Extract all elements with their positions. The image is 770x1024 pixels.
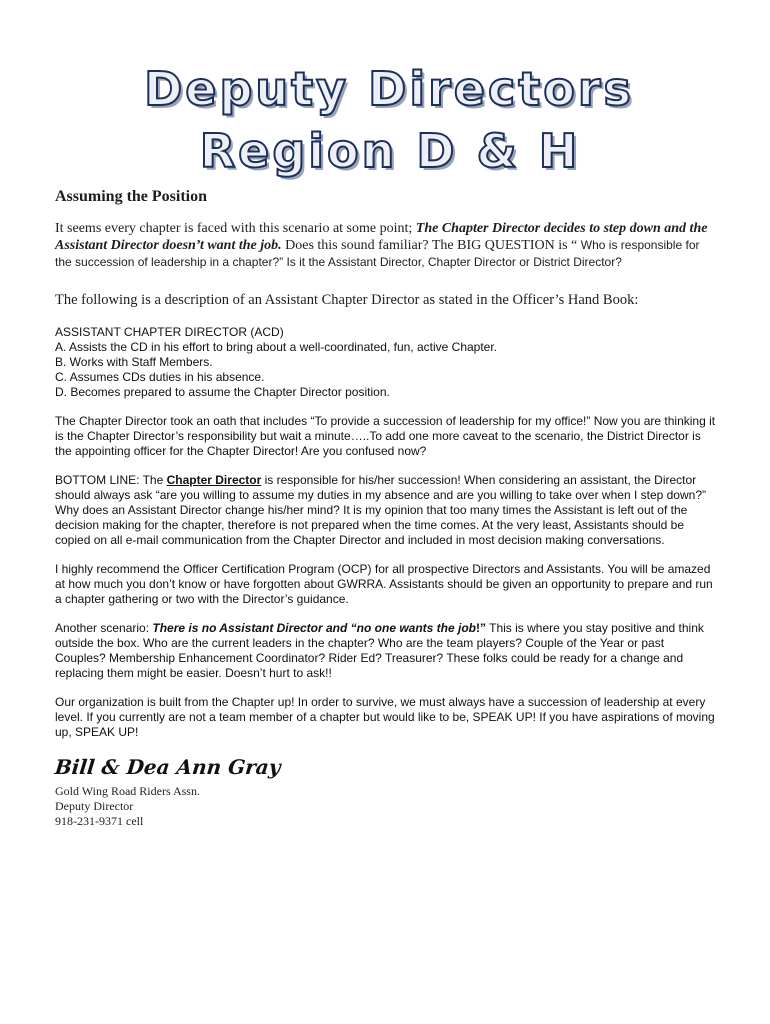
scenario-exclaim: !” xyxy=(476,621,486,635)
signature-block xyxy=(55,754,717,829)
ocp-paragraph: I highly recommend the Officer Certification Program (OCP) for all prospective Directors and Assistants. You will be amazed at how much you don’t know or have forgotten about GWRRA. Assistants should be given an opportunity to prepare and run a chapter gathering or two with the Director’s guidance. xyxy=(55,562,713,606)
bottom-line-prefix: BOTTOM LINE: The xyxy=(55,473,167,487)
handbook-description: The following is a description of an Assistant Chapter Director as stated in the Officer’s Hand Book: xyxy=(55,292,639,308)
intro-start: It seems every chapter is faced with this scenario at some point; xyxy=(55,221,416,236)
bottom-line-rest: is responsible for his/her succession! When considering an assistant, the Director should always ask “are you willing to assume my duties in my absence and are you willing to take over when I step down?” Why does an Assistant Director change his/her mind? It is my opinion that too many times the Assistant is left out of the decision making for the chapter, therefore is not prepared when the time comes. At the very least, Assistants should be copied on all e-mail communication from the Chapter Director and included in most decision making conversations. xyxy=(55,473,706,547)
list-item: D. Becomes prepared to assume the Chapter Director position. xyxy=(55,385,390,399)
bottom-line-paragraph xyxy=(55,473,717,548)
chapter-director-underlined: Chapter Director xyxy=(166,473,262,487)
list-item: B. Works with Staff Members. xyxy=(55,355,213,369)
article-body xyxy=(55,186,717,829)
scenario-paragraph xyxy=(55,621,717,681)
intro-mid: Does this sound familiar? The BIG QUESTION is “ xyxy=(281,238,581,253)
section-heading: Assuming the Position xyxy=(55,188,208,205)
banner-title xyxy=(0,58,770,182)
list-item: C. Assumes CDs duties in his absence. xyxy=(55,370,265,384)
scenario-prefix: Another scenario: xyxy=(55,621,153,635)
signature-title: Deputy Director xyxy=(55,799,134,813)
intro-paragraph xyxy=(55,220,717,271)
closing-paragraph: Our organization is built from the Chapter up! In order to survive, we must always have a succession of leadership at every level. If you currently are not a team member of a chapter but would like to be, SPEAK UP! If you have aspirations of moving up, SPEAK UP! xyxy=(55,695,715,739)
oath-paragraph: The Chapter Director took an oath that includes “To provide a succession of leadership for my office!” Now you are thinking it is the Chapter Director’s responsibility but wait a minute…..To add one more caveat to the scenario, the District Director is the appointing officer for the Chapter Director! Are you confused now? xyxy=(55,414,716,458)
intro-question: Who is responsible for the succession of leadership in a chapter?” Is it the Assistant Director, Chapter Director or District Director? xyxy=(55,238,700,269)
banner-line-2: Region D & H xyxy=(199,124,581,178)
scenario-emphasis: There is no Assistant Director and “no one wants the job xyxy=(152,621,476,635)
banner-line-1: Deputy Directors xyxy=(144,62,634,116)
signature-name: Bill & Dea Ann Gray xyxy=(53,755,282,779)
list-item: A. Assists the CD in his effort to bring about a well-coordinated, fun, active Chapter. xyxy=(55,340,498,354)
signature-org: Gold Wing Road Riders Assn. xyxy=(55,784,200,798)
acd-list xyxy=(55,325,717,400)
signature-phone: 918-231-9371 cell xyxy=(55,814,144,828)
scenario-rest: This is where you stay positive and think outside the box. Who are the current leaders in the chapter? Who are the team players? Couple of the Year or past Couples? Membership Enhancement Coordinator? Rider Ed? Treasurer? These folks could be ready for a change and replacing them might be easier. Doesn’t hurt to ask!! xyxy=(55,621,704,680)
intro-emphasis: The Chapter Director decides to step down and the Assistant Director doesn’t want the job. xyxy=(55,221,708,253)
acd-list-title: ASSISTANT CHAPTER DIRECTOR (ACD) xyxy=(55,325,284,339)
